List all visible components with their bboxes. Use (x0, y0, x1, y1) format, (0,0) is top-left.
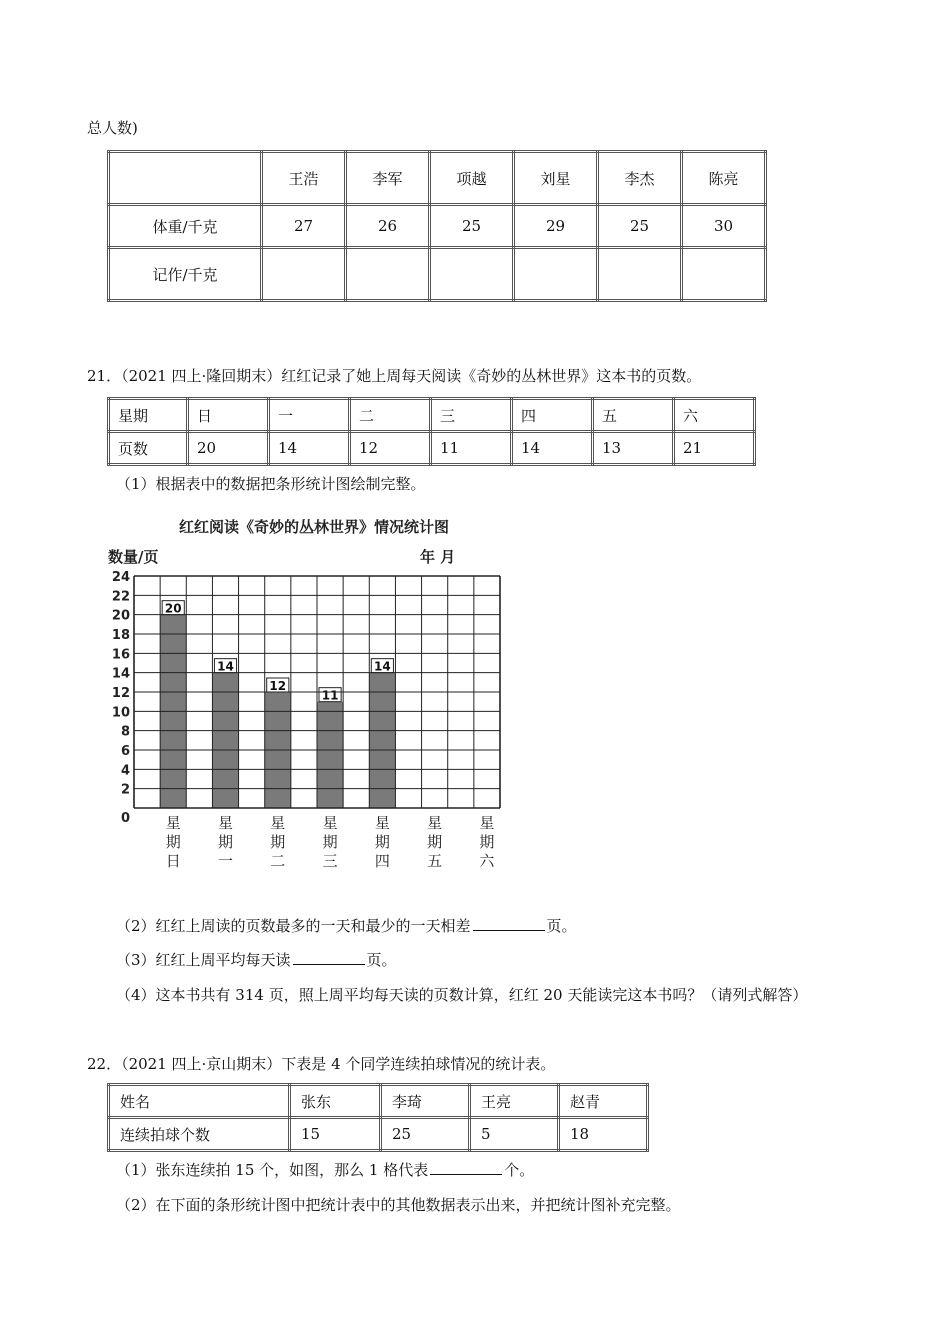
chart-ytick-label: 18 (111, 628, 130, 643)
chart-ytick-label: 2 (120, 782, 130, 798)
table3-cell: 18 (559, 1118, 648, 1151)
chart-bar (212, 673, 238, 808)
chart-data-label: 20 (164, 601, 182, 616)
table2-pages: 21 (674, 432, 755, 465)
table3-header: 王亮 (470, 1085, 559, 1118)
chart-xtick-label: 星期日 (165, 814, 181, 870)
table1-header-empty (109, 152, 262, 205)
table3-header: 姓名 (109, 1085, 290, 1118)
table2-pages: 20 (188, 432, 269, 465)
table1-row-label: 记作/千克 (109, 248, 262, 301)
table1-header: 李杰 (598, 152, 682, 205)
q21-title: 21．（2021 四上·隆回期末）红红记录了她上周每天阅读《奇妙的丛林世界》这本书的页数。 (87, 367, 702, 385)
table1-header: 李军 (346, 152, 430, 205)
q21-sub3 (116, 950, 397, 970)
table3-cell: 25 (381, 1118, 470, 1151)
table1-cell: 26 (346, 205, 430, 248)
chart-title: 红红阅读《奇妙的丛林世界》情况统计图 (178, 518, 450, 536)
chart-data-label: 11 (321, 688, 339, 703)
top-fragment: 总人数) (87, 119, 138, 137)
reading-table (107, 397, 756, 466)
chart-ytick-label: 20 (111, 608, 130, 624)
chart-xtick-label: 星期一 (217, 814, 234, 870)
q21-sub2-unit: 页。 (546, 917, 577, 935)
chart-data-label: 14 (217, 659, 234, 674)
table1-answer-cell[interactable] (598, 248, 682, 301)
table3-cell: 15 (290, 1118, 381, 1151)
table3-cell: 5 (470, 1118, 559, 1151)
chart-ytick-label: 0 (120, 811, 130, 826)
table2-pages: 11 (431, 432, 512, 465)
chart-xtick-label: 星期五 (427, 814, 443, 870)
chart-ytick-label: 16 (111, 647, 130, 663)
table1-answer-cell[interactable] (514, 248, 598, 301)
table2-pages: 14 (512, 432, 593, 465)
q21-sub3-unit: 页。 (366, 951, 397, 969)
table3-header: 李琦 (381, 1085, 470, 1118)
table2-row-label: 星期 (109, 399, 188, 432)
q21-sub1: （1）根据表中的数据把条形统计图绘制完整。 (116, 475, 426, 493)
table2-pages: 13 (593, 432, 674, 465)
table1-answer-cell[interactable] (346, 248, 430, 301)
answer-blank[interactable] (473, 916, 545, 931)
chart-xtick-label: 星期六 (479, 814, 495, 870)
table2-day: 三 (431, 399, 512, 432)
table2-pages: 12 (350, 432, 431, 465)
chart-ytick-label: 22 (111, 589, 130, 605)
q22-sub2: （2）在下面的条形统计图中把统计表中的其他数据表示出来，并把统计图补充完整。 (116, 1196, 681, 1214)
table1-cell: 25 (430, 205, 514, 248)
table3-header: 赵青 (559, 1085, 648, 1118)
q21-sub2 (116, 916, 577, 936)
chart-date-label: 年 月 (420, 548, 456, 566)
chart-bar (369, 673, 395, 808)
chart-ytick-label: 12 (111, 686, 130, 701)
table1-row-label: 体重/千克 (109, 205, 262, 248)
ball-table (107, 1083, 649, 1152)
chart-xtick-label: 星期二 (270, 814, 286, 870)
q21-sub3-text: （3）红红上周平均每天读 (116, 951, 291, 969)
table1-cell: 27 (262, 205, 346, 248)
table1-cell: 30 (682, 205, 766, 248)
answer-blank[interactable] (293, 950, 365, 965)
table1-answer-cell[interactable] (682, 248, 766, 301)
q21-sub4: （4）这本书共有 314 页，照上周平均每天读的页数计算，红红 20 天能读完这本书吗？（请列式解答） (116, 986, 808, 1004)
chart-ytick-label: 6 (120, 744, 130, 759)
q21-sub2-text: （2）红红上周读的页数最多的一天和最少的一天相差 (116, 917, 471, 935)
q22-sub1 (116, 1160, 534, 1180)
weight-table (107, 150, 767, 302)
table3-row-label: 连续拍球个数 (109, 1118, 290, 1151)
chart-ytick-label: 14 (111, 666, 130, 682)
chart-xtick-label: 星期四 (374, 814, 390, 870)
table3-header: 张东 (290, 1085, 381, 1118)
table1-header: 陈亮 (682, 152, 766, 205)
q22-sub1-unit: 个。 (504, 1161, 535, 1179)
q22-sub1-text: （1）张东连续拍 15 个，如图，那么 1 格代表 (116, 1161, 429, 1179)
chart-data-label: 12 (269, 679, 287, 693)
table1-header: 王浩 (262, 152, 346, 205)
table1-header: 刘星 (514, 152, 598, 205)
chart-data-label: 14 (374, 659, 391, 674)
table1-answer-cell[interactable] (430, 248, 514, 301)
table1-header: 项越 (430, 152, 514, 205)
table2-day: 一 (269, 399, 350, 432)
chart-ytick-label: 24 (111, 570, 130, 585)
chart-ytick-label: 4 (120, 763, 130, 779)
chart-bar (317, 702, 343, 808)
table1-cell: 29 (514, 205, 598, 248)
table2-day: 二 (350, 399, 431, 432)
chart-xtick-label: 星期三 (322, 814, 338, 870)
chart-ytick-label: 8 (120, 724, 130, 740)
bar-chart (108, 512, 508, 872)
table2-day: 六 (674, 399, 755, 432)
table2-pages: 14 (269, 432, 350, 465)
table2-day: 五 (593, 399, 674, 432)
table2-row-label: 页数 (109, 432, 188, 465)
chart-ytick-label: 10 (111, 705, 130, 721)
answer-blank[interactable] (430, 1160, 502, 1175)
table2-day: 日 (188, 399, 269, 432)
table2-day: 四 (512, 399, 593, 432)
table1-answer-cell[interactable] (262, 248, 346, 301)
q22-title: 22．（2021 四上·京山期末）下表是 4 个同学连续拍球情况的统计表。 (87, 1055, 556, 1073)
table1-cell: 25 (598, 205, 682, 248)
chart-ylabel: 数量/页 (108, 548, 159, 566)
